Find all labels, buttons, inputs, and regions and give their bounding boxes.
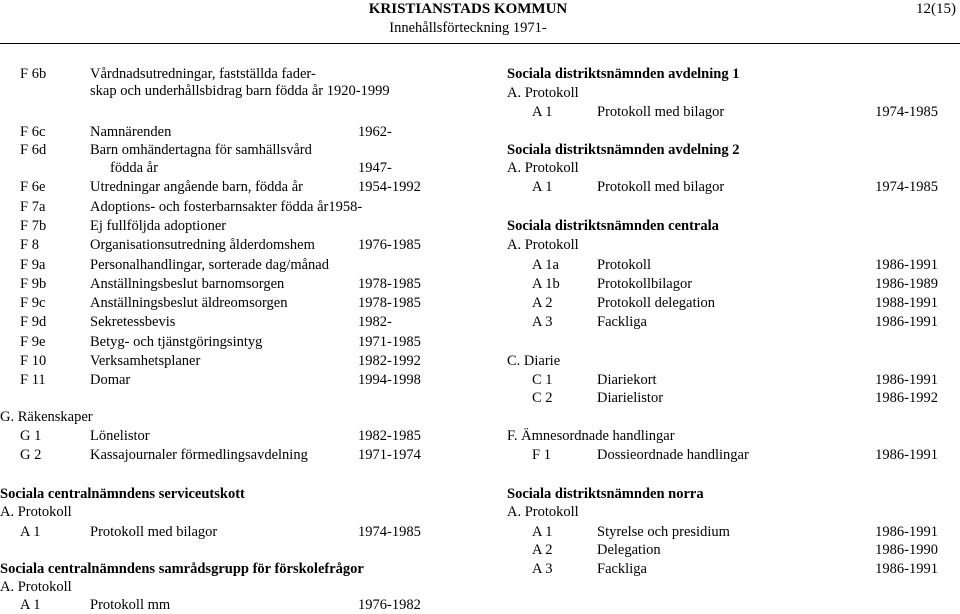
row-text: Protokoll med bilagor [90,524,218,540]
row-code: A 1 [20,597,41,613]
row-text: Utredningar angående barn, födda år [90,179,303,195]
row-years: 1986-1992 [875,390,938,406]
row-years: 1986-1991 [875,561,938,577]
row-years: 1974-1985 [358,524,421,540]
row-code: A 2 [532,295,553,311]
row-years: 1986-1991 [875,314,938,330]
section-subheading: A. Protokoll [507,85,579,101]
row-years: 1971-1974 [358,447,421,463]
row-text: Protokoll [597,257,651,273]
section-heading: Sociala distriktsnämnden norra [507,486,704,502]
row-text: Organisationsutredning ålderdomshem [90,237,315,253]
row-code: F 9e [20,334,46,350]
row-code: F 6d [20,142,47,158]
row-years: 1974-1985 [875,104,938,120]
row-years: 1994-1998 [358,372,421,388]
row-code: F 7b [20,218,47,234]
section-heading: Sociala distriktsnämnden centrala [507,218,719,234]
row-text: Lönelistor [90,428,150,444]
section-heading: Sociala centralnämndens serviceutskott [0,486,245,502]
row-years: 1986-1991 [875,372,938,388]
row-years: 1978-1985 [358,295,421,311]
page-header [0,0,960,44]
row-years: 1986-1990 [875,542,938,558]
section-subheading: A. Protokoll [0,579,72,595]
row-years: 1971-1985 [358,334,421,350]
row-code: F 6e [20,179,46,195]
row-text: Protokoll delegation [597,295,715,311]
row-code: A 1 [532,179,553,195]
row-text: födda år [110,160,158,176]
page-number: 12(15) [916,1,956,17]
row-code: A 1b [532,276,560,292]
row-text: Diariekort [597,372,657,388]
row-code: F 10 [20,353,47,369]
row-years: 1988-1991 [875,295,938,311]
row-years: 1986-1991 [875,524,938,540]
row-code: A 1 [532,524,553,540]
row-years: 1986-1989 [875,276,938,292]
row-years: 1954-1992 [358,179,421,195]
row-text: Ej fullföljda adoptioner [90,218,227,234]
row-text: Adoptions- och fosterbarnsakter födda år1958- [90,199,363,215]
row-code: A 1 [532,104,553,120]
row-text: Styrelse och presidium [597,524,730,540]
section-heading: Sociala distriktsnämnden avdelning 2 [507,142,740,158]
row-text: Kassajournaler förmedlingsavdelning [90,447,308,463]
row-text: Verksamhetsplaner [90,353,201,369]
section-subheading: G. Räkenskaper [0,409,93,425]
row-years: 1976-1985 [358,237,421,253]
row-text: Protokoll med bilagor [597,179,725,195]
row-years: 1947- [358,160,392,176]
row-years: 1976-1982 [358,597,421,613]
section-subheading: A. Protokoll [507,504,579,520]
row-text: Sekretessbevis [90,314,176,330]
row-text: skap och underhållsbidrag barn födda år 1920-1999 [90,83,390,99]
row-code: F 9a [20,257,46,273]
header-divider [0,43,960,44]
row-text: Domar [90,372,131,388]
row-code: F 1 [532,447,551,463]
row-code: A 3 [532,561,553,577]
row-text: Dossieordnade handlingar [597,447,749,463]
row-text: Delegation [597,542,661,558]
section-subheading: A. Protokoll [507,160,579,176]
section-subheading: A. Protokoll [507,237,579,253]
row-text: Diarielistor [597,390,664,406]
row-code: C 2 [532,390,553,406]
row-years: 1974-1985 [875,179,938,195]
section-subheading: C. Diarie [507,353,561,369]
row-code: F 7a [20,199,46,215]
row-text: Protokoll mm [90,597,171,613]
row-code: C 1 [532,372,553,388]
header-subtitle: Innehållsförteckning 1971- [389,20,547,36]
row-text: Barn omhändertagna för samhällsvård [90,142,312,158]
section-heading: Sociala centralnämndens samrådsgrupp för förskolefrågor [0,561,364,577]
row-code: F 6b [20,66,47,82]
row-text: Namnärenden [90,124,172,140]
row-text: Anställningsbeslut äldreomsorgen [90,295,288,311]
row-text: Personalhandlingar, sorterade dag/månad [90,257,329,273]
row-years: 1986-1991 [875,447,938,463]
row-code: G 1 [20,428,42,444]
row-text: Vårdnadsutredningar, fastställda fader- [90,66,316,82]
row-code: A 1a [532,257,559,273]
row-text: Protokoll med bilagor [597,104,725,120]
section-heading: Sociala distriktsnämnden avdelning 1 [507,66,740,82]
row-code: F 9d [20,314,47,330]
row-text: Fackliga [597,314,647,330]
row-years: 1962- [358,124,392,140]
row-years: 1986-1991 [875,257,938,273]
row-years: 1982-1985 [358,428,421,444]
row-text: Fackliga [597,561,647,577]
row-years: 1982-1992 [358,353,421,369]
row-code: A 2 [532,542,553,558]
row-code: A 1 [20,524,41,540]
row-code: F 8 [20,237,39,253]
row-code: F 9b [20,276,47,292]
row-years: 1978-1985 [358,276,421,292]
row-code: F 6c [20,124,46,140]
row-text: Betyg- och tjänstgöringsintyg [90,334,263,350]
row-code: F 11 [20,372,46,388]
header-title: KRISTIANSTADS KOMMUN [368,1,568,17]
row-text: Protokollbilagor [597,276,693,292]
section-subheading: F. Ämnesordnade handlingar [507,428,675,444]
row-years: 1982- [358,314,392,330]
section-subheading: A. Protokoll [0,504,72,520]
row-code: G 2 [20,447,42,463]
row-code: A 3 [532,314,553,330]
row-code: F 9c [20,295,46,311]
row-text: Anställningsbeslut barnomsorgen [90,276,285,292]
